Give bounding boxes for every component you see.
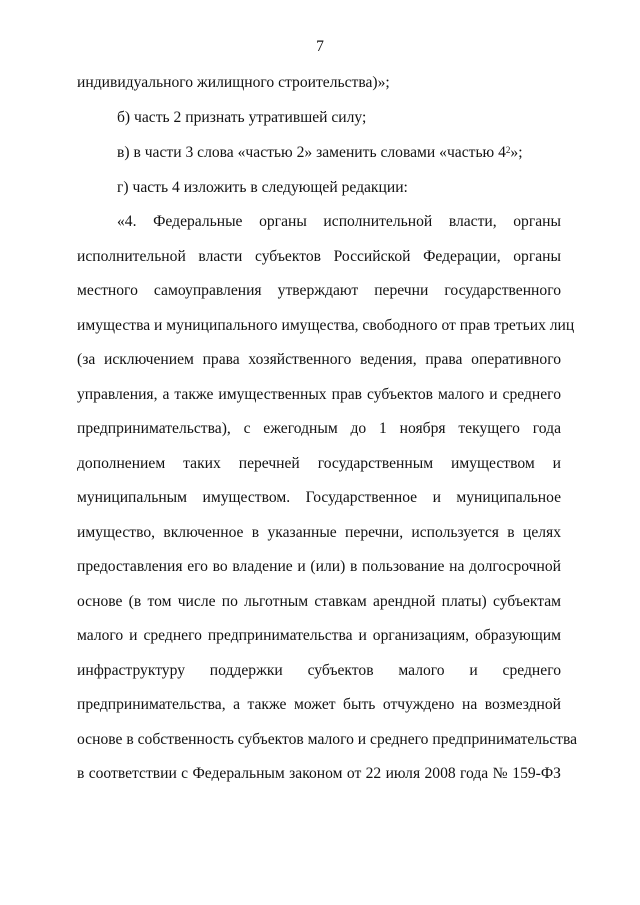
text-line: исполнительной власти субъектов Российской Федерации, органы xyxy=(77,248,561,265)
text-line xyxy=(117,143,561,163)
text-span: в) в части 3 слова «частью 2» заменить словами «частью 4 xyxy=(117,144,506,161)
text-line: «4. Федеральные органы исполнительной власти, органы xyxy=(117,213,561,230)
text-line: предпринимательства), с ежегодным до 1 ноября текущего года xyxy=(77,420,561,437)
text-line: малого и среднего предпринимательства и организациям, образующим xyxy=(77,627,561,644)
text-line: предоставления его во владение и (или) в пользование на долгосрочной xyxy=(77,558,561,575)
text-line: б) часть 2 признать утратившей силу; xyxy=(117,109,367,126)
text-line: предпринимательства, а также может быть отчуждено на возмездной xyxy=(77,696,561,713)
text-line: муниципальным имуществом. Государственное и муниципальное xyxy=(77,489,561,506)
superscript: 2 xyxy=(505,145,511,155)
text-line: имущество, включенное в указанные перечни, используется в целях xyxy=(77,524,561,541)
text-line: г) часть 4 изложить в следующей редакции: xyxy=(117,179,408,196)
text-line: (за исключением права хозяйственного ведения, права оперативного xyxy=(77,351,561,368)
text-line: в соответствии с Федеральным законом от 22 июля 2008 года № 159-ФЗ xyxy=(77,765,561,782)
text-line: управления, а также имущественных прав субъектов малого и среднего xyxy=(77,386,561,403)
text-line: индивидуального жилищного строительства)»; xyxy=(77,74,390,91)
text-line: инфраструктуру поддержки субъектов малого и среднего xyxy=(77,662,561,679)
text-line: местного самоуправления утверждают перечни государственного xyxy=(77,282,561,299)
text-line: имущества и муниципального имущества, свободного от прав третьих лиц xyxy=(77,317,575,334)
text-line: основе в собственность субъектов малого и среднего предпринимательства xyxy=(77,731,578,748)
page-number: 7 xyxy=(316,38,324,55)
text-line: дополнением таких перечней государственным имуществом и xyxy=(77,455,561,472)
text-span: »; xyxy=(510,144,523,161)
text-line: основе (в том числе по льготным ставкам арендной платы) субъектам xyxy=(77,593,561,610)
